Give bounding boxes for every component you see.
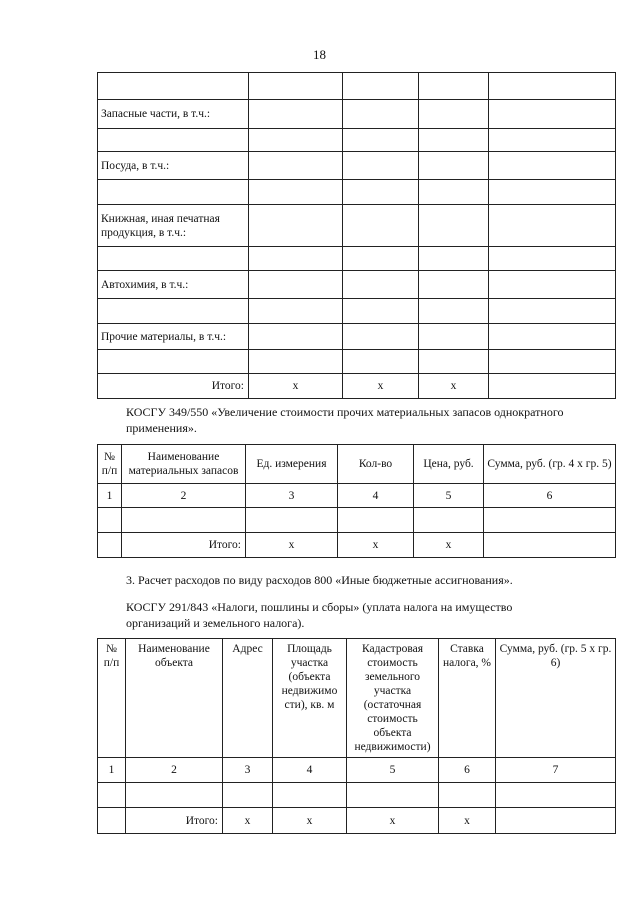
- table-row: [98, 271, 616, 299]
- total-mark: х: [439, 808, 496, 834]
- column-header: Кол-во: [338, 445, 414, 484]
- table-row: [98, 129, 616, 152]
- column-number: 2: [122, 484, 246, 508]
- column-header: Площадь участка (объекта недвижимо сти), кв. м: [273, 639, 347, 758]
- column-header: Ставка налога, %: [439, 639, 496, 758]
- column-number: 1: [98, 484, 122, 508]
- header-row: [98, 445, 616, 484]
- total-mark: х: [273, 808, 347, 834]
- column-number: 1: [98, 758, 126, 783]
- total-label: Итого:: [122, 533, 246, 558]
- column-header: Цена, руб.: [414, 445, 484, 484]
- column-header: Кадастровая стоимость земельного участка (остаточная стоимость объекта недвижимости): [347, 639, 439, 758]
- table-row: [98, 324, 616, 350]
- total-mark: х: [347, 808, 439, 834]
- table-row: [98, 247, 616, 271]
- row-label: Прочие материалы, в т.ч.:: [98, 324, 249, 350]
- tax-table: [97, 638, 616, 834]
- column-header: Ед. измерения: [246, 445, 338, 484]
- column-header: Сумма, руб. (гр. 5 х гр. 6): [496, 639, 616, 758]
- column-number: 4: [273, 758, 347, 783]
- row-label: Посуда, в т.ч.:: [98, 152, 249, 180]
- table-row: [98, 350, 616, 374]
- total-label: Итого:: [98, 374, 249, 399]
- total-mark: х: [338, 533, 414, 558]
- column-header: № п/п: [98, 639, 126, 758]
- total-mark: х: [223, 808, 273, 834]
- column-number: 6: [439, 758, 496, 783]
- section-heading: КОСГУ 349/550 «Увеличение стоимости прочих материальных запасов однократного применения».: [126, 405, 564, 435]
- column-header: Адрес: [223, 639, 273, 758]
- row-label: Книжная, иная печатная продукция, в т.ч.:: [98, 205, 249, 247]
- column-number: 2: [126, 758, 223, 783]
- table-row: [98, 205, 616, 247]
- single-use-materials-table: [97, 444, 616, 558]
- number-row: [98, 484, 616, 508]
- total-mark: х: [249, 374, 343, 399]
- column-header: Сумма, руб. (гр. 4 х гр. 5): [484, 445, 616, 484]
- row-label: Запасные части, в т.ч.:: [98, 100, 249, 129]
- column-header: № п/п: [98, 445, 122, 484]
- column-number: 6: [484, 484, 616, 508]
- header-row: [98, 639, 616, 758]
- page-number: 18: [313, 47, 326, 62]
- table-row: [98, 73, 616, 100]
- table-row: [98, 299, 616, 324]
- table-row: [98, 100, 616, 129]
- table-row: [98, 508, 616, 533]
- column-number: 3: [246, 484, 338, 508]
- total-row: [98, 533, 616, 558]
- total-mark: х: [419, 374, 489, 399]
- row-label: Автохимия, в т.ч.:: [98, 271, 249, 299]
- total-row: [98, 374, 616, 399]
- total-mark: х: [246, 533, 338, 558]
- number-row: [98, 758, 616, 783]
- total-row: [98, 808, 616, 834]
- table-row: [98, 180, 616, 205]
- column-number: 5: [347, 758, 439, 783]
- table-row: [98, 783, 616, 808]
- column-number: 4: [338, 484, 414, 508]
- column-number: 7: [496, 758, 616, 783]
- column-number: 5: [414, 484, 484, 508]
- table-row: [98, 152, 616, 180]
- total-mark: х: [414, 533, 484, 558]
- total-mark: х: [343, 374, 419, 399]
- section-heading: 3. Расчет расходов по виду расходов 800 «Иные бюджетные ассигнования».: [126, 573, 513, 587]
- section-heading: КОСГУ 291/843 «Налоги, пошлины и сборы» (уплата налога на имущество организаций и земельного налога).: [126, 600, 513, 630]
- materials-table: [97, 72, 616, 399]
- column-number: 3: [223, 758, 273, 783]
- column-header: Наименование материальных запасов: [122, 445, 246, 484]
- total-label: Итого:: [126, 808, 223, 834]
- column-header: Наименование объекта: [126, 639, 223, 758]
